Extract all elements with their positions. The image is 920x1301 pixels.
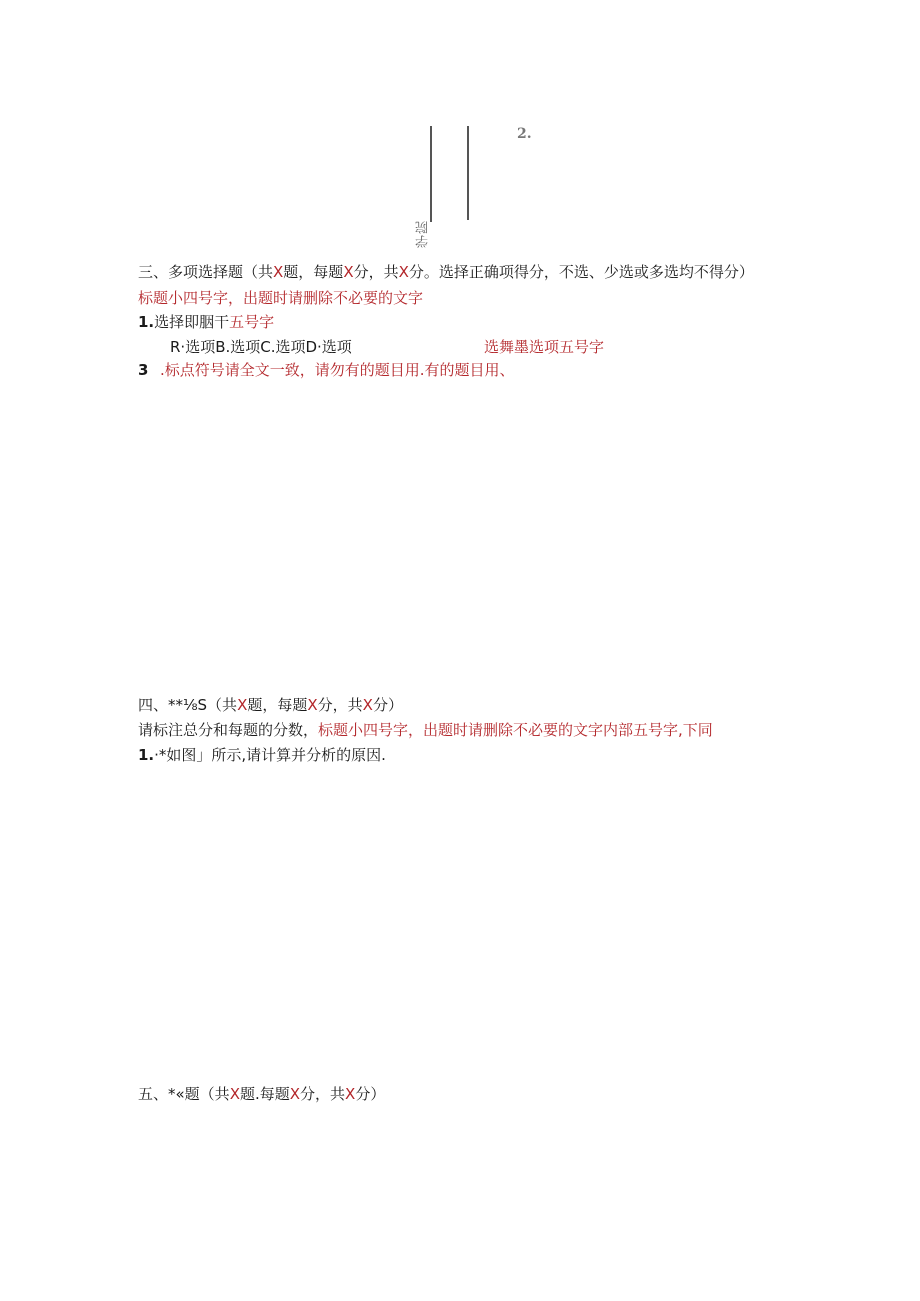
section3-options-note: 选舞墨选项五号字 [484, 338, 605, 356]
binding-line-right [467, 126, 469, 220]
section3-question-1: 1.选择即胭干五号字 [138, 313, 275, 331]
section5-heading: 五、*«题（共X题.每题X分，共X分） [138, 1085, 386, 1103]
binding-line-left [430, 126, 432, 222]
binding-label: 学院 [416, 220, 431, 248]
margin-number: 2. [517, 126, 532, 142]
section4-question-1: 1.·*如图」所示,请计算并分析的原因. [138, 746, 386, 764]
section4-heading: 四、**⅛S（共X题，每题X分，共X分） [138, 696, 403, 714]
section3-question-3: 3 .标点符号请全文一致，请勿有的题目用.有的题目用、 [138, 361, 515, 379]
section4-note: 请标注总分和每题的分数，标题小四号字，出题时请删除不必要的文字内部五号字,下同 [138, 721, 713, 739]
section3-heading: 三、多项选择题（共X题，每题X分，共X分。选择正确项得分，不选、少选或多选均不得分） [138, 263, 754, 281]
section3-options: R·选项B.选项C.选项D·选项 [170, 338, 352, 356]
section3-note: 标题小四号字，出题时请删除不必要的文字 [138, 289, 424, 307]
